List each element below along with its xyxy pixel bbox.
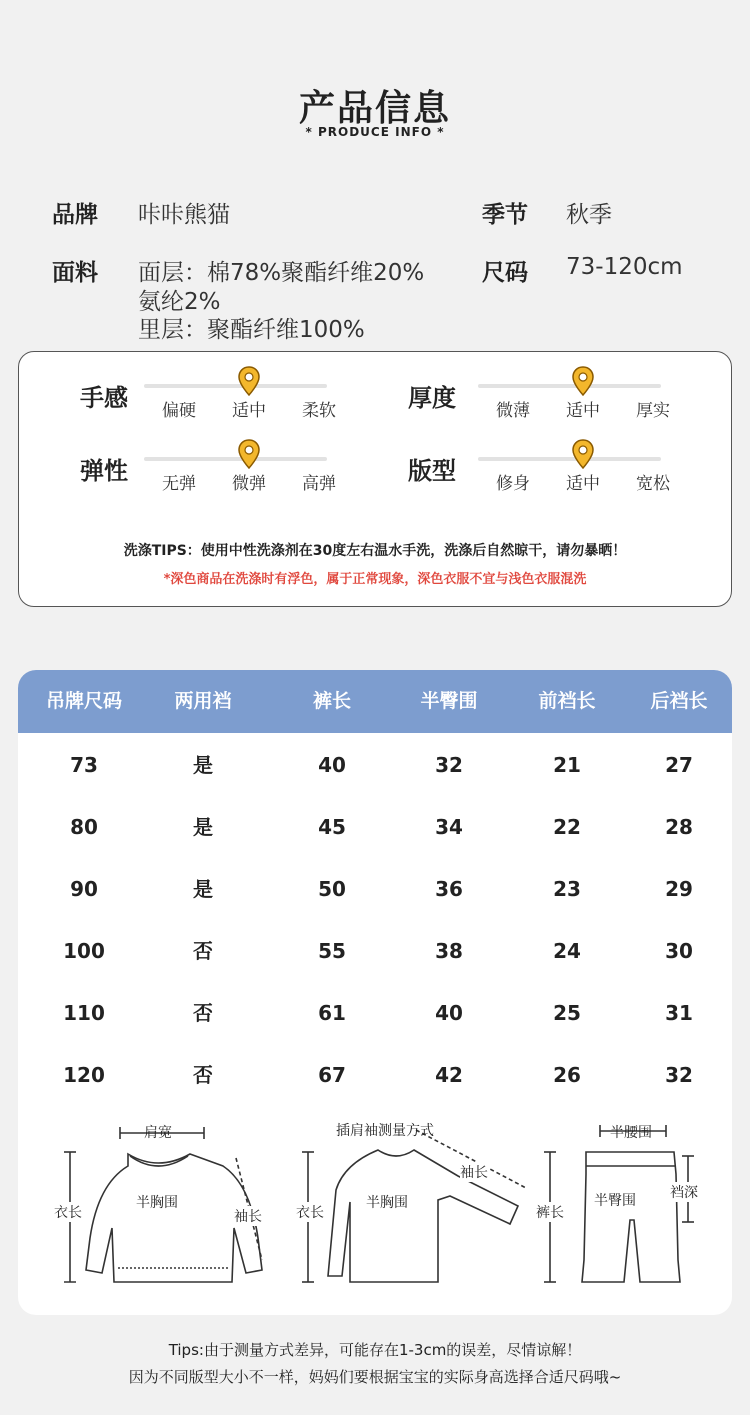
- sweater-length-label: 衣长: [54, 1202, 82, 1222]
- raglan-title: 插肩袖测量方式: [336, 1123, 434, 1139]
- attribute-track: [144, 384, 327, 388]
- waist-label: 半腰围: [610, 1125, 652, 1141]
- table-cell: 是: [193, 815, 213, 839]
- table-header-cell: 后裆长: [650, 690, 708, 712]
- attribute-option: 微弹: [232, 474, 266, 494]
- hip-label: 半臀围: [594, 1193, 636, 1209]
- table-cell: 61: [318, 1001, 346, 1025]
- attribute-option: 适中: [232, 401, 266, 421]
- table-cell: 80: [70, 815, 98, 839]
- attribute-label: 版型: [408, 457, 456, 485]
- attribute-option: 修身: [496, 474, 530, 494]
- location-pin-icon: [238, 439, 260, 469]
- table-cell: 32: [665, 1063, 693, 1087]
- attribute-track: [144, 457, 327, 461]
- table-cell: 36: [435, 877, 463, 901]
- table-cell: 45: [318, 815, 346, 839]
- attribute-label: 厚度: [408, 384, 456, 412]
- table-header: [18, 670, 732, 733]
- raglan-chest-label: 半胸围: [366, 1195, 408, 1211]
- table-cell: 32: [435, 753, 463, 777]
- table-header-cell: 裤长: [312, 690, 351, 712]
- table-cell: 40: [318, 753, 346, 777]
- brand-label: 品牌: [52, 202, 98, 228]
- fabric-line-1: 面层：棉78%聚酯纤维20%: [138, 260, 425, 286]
- page-subtitle: * PRODUCE INFO *: [305, 125, 445, 139]
- table-cell: 120: [63, 1063, 105, 1087]
- fabric-label: 面料: [52, 260, 98, 286]
- table-cell: 否: [193, 939, 213, 963]
- page-title: 产品信息: [298, 88, 451, 129]
- table-header-cell: 两用裆: [174, 690, 232, 712]
- table-cell: 31: [665, 1001, 693, 1025]
- attribute-label: 弹性: [80, 457, 128, 485]
- table-header-cell: 前裆长: [538, 690, 596, 712]
- attribute-option: 微薄: [496, 401, 530, 421]
- table-header-cell: 半臀围: [420, 690, 478, 712]
- attribute-option: 高弹: [302, 474, 336, 494]
- attribute-option: 柔软: [302, 401, 336, 421]
- size-table: [18, 670, 732, 1315]
- table-cell: 40: [435, 1001, 463, 1025]
- table-cell: 29: [665, 877, 693, 901]
- season-value: 秋季: [566, 202, 612, 228]
- table-cell: 23: [553, 877, 581, 901]
- attribute-option: 适中: [566, 474, 600, 494]
- location-pin-icon: [572, 439, 594, 469]
- footer-tip-2: 因为不同版型大小不一样，妈妈们要根据宝宝的实际身高选择合适尺码哦~: [128, 1368, 622, 1386]
- sweater-sleeve-label: 袖长: [234, 1206, 262, 1226]
- attribute-option: 宽松: [636, 474, 670, 494]
- table-cell: 21: [553, 753, 581, 777]
- table-cell: 是: [193, 877, 213, 901]
- attribute-label: 手感: [80, 384, 128, 412]
- wash-warning: *深色商品在洗涤时有浮色，属于正常现象，深色衣服不宜与浅色衣服混洗: [163, 572, 587, 587]
- table-cell: 67: [318, 1063, 346, 1087]
- table-cell: 90: [70, 877, 98, 901]
- attribute-track: [478, 384, 661, 388]
- table-cell: 否: [193, 1063, 213, 1087]
- table-header-cell: 吊牌尺码: [45, 690, 122, 712]
- table-cell: 73: [70, 753, 98, 777]
- attribute-track: [478, 457, 661, 461]
- season-label: 季节: [482, 202, 528, 228]
- size-label: 尺码: [482, 260, 528, 286]
- wash-tips: 洗涤TIPS：使用中性洗涤剂在30度左右温水手洗，洗涤后自然晾干，请勿暴晒！: [123, 543, 627, 559]
- attribute-option: 厚实: [636, 401, 670, 421]
- raglan-length-label: 衣长: [296, 1202, 324, 1222]
- table-cell: 50: [318, 877, 346, 901]
- table-cell: 25: [553, 1001, 581, 1025]
- shoulder-label: 肩宽: [144, 1125, 172, 1141]
- attribute-option: 偏硬: [162, 401, 196, 421]
- raglan-sleeve-label: 袖长: [460, 1162, 488, 1182]
- table-cell: 55: [318, 939, 346, 963]
- table-cell: 26: [553, 1063, 581, 1087]
- table-cell: 30: [665, 939, 693, 963]
- table-cell: 是: [193, 753, 213, 777]
- table-cell: 27: [665, 753, 693, 777]
- location-pin-icon: [238, 366, 260, 396]
- table-cell: 38: [435, 939, 463, 963]
- table-cell: 22: [553, 815, 581, 839]
- size-value: 73-120cm: [566, 254, 683, 280]
- footer-tip-1: Tips:由于测量方式差异，可能存在1-3cm的误差，尽情谅解！: [168, 1341, 582, 1359]
- rise-label: 裆深: [670, 1182, 698, 1202]
- table-cell: 34: [435, 815, 463, 839]
- table-cell: 42: [435, 1063, 463, 1087]
- fabric-line-2: 氨纶2%: [138, 289, 221, 315]
- attribute-option: 适中: [566, 401, 600, 421]
- table-cell: 110: [63, 1001, 105, 1025]
- location-pin-icon: [572, 366, 594, 396]
- table-cell: 28: [665, 815, 693, 839]
- sweater-chest-label: 半胸围: [136, 1195, 178, 1211]
- table-cell: 100: [63, 939, 105, 963]
- fabric-line-3: 里层：聚酯纤维100%: [138, 317, 365, 343]
- table-cell: 否: [193, 1001, 213, 1025]
- table-cell: 24: [553, 939, 581, 963]
- attribute-option: 无弹: [162, 474, 196, 494]
- brand-value: 咔咔熊猫: [138, 202, 230, 228]
- pants-length-label: 裤长: [536, 1202, 564, 1222]
